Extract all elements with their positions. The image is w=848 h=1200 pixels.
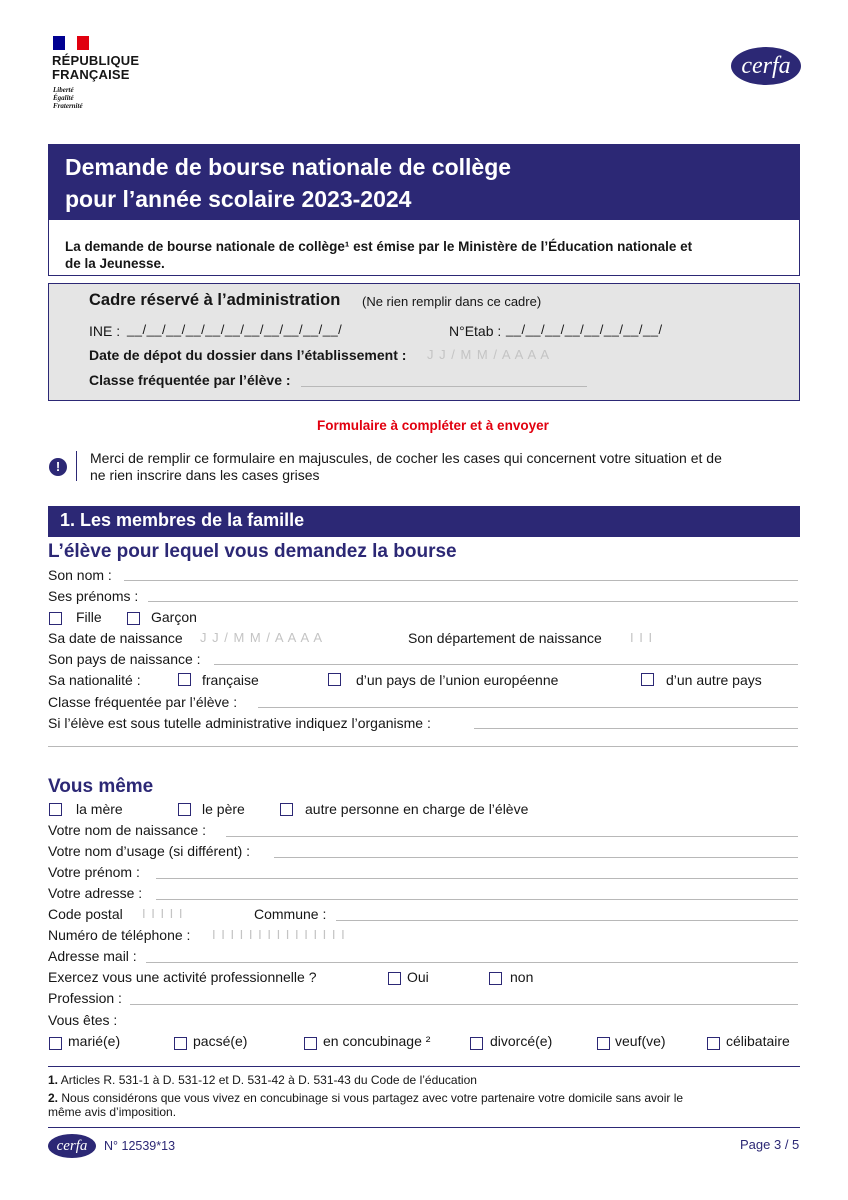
intro-text: La demande de bourse nationale de collège¹ est émise par le Ministère de l’Éducation nationale et de la Jeunesse. — [65, 239, 693, 271]
cerfa-number: N° 12539*13 — [104, 1139, 176, 1153]
activite-oui-checkbox[interactable] — [388, 972, 401, 985]
mere-label: la mère — [76, 801, 123, 817]
nom-naissance-field[interactable] — [226, 836, 798, 837]
netab-field: __/__/__/__/__/__/__/__/ — [506, 322, 663, 337]
tutelle-label: Si l’élève est sous tutelle administrative indiquez l’organisme : — [48, 715, 431, 731]
intro-box — [48, 220, 800, 276]
section-1-bar — [48, 506, 800, 537]
admin-box — [48, 283, 800, 401]
divorce-checkbox[interactable] — [470, 1037, 483, 1050]
concubinage-label: en concubinage ² — [323, 1033, 431, 1049]
mail-label: Adresse mail : — [48, 948, 137, 964]
classe-eleve-label: Classe fréquentée par l’élève : — [48, 694, 238, 710]
pacse-label: pacsé(e) — [193, 1033, 248, 1049]
divorce-label: divorcé(e) — [490, 1033, 553, 1049]
profession-field[interactable] — [130, 1004, 798, 1005]
telephone-label: Numéro de téléphone : — [48, 927, 191, 943]
tutelle-field[interactable] — [474, 728, 798, 729]
cerfa-footer-logo: cerfa — [48, 1134, 96, 1158]
pays-naissance-field[interactable] — [214, 664, 798, 665]
exclamation-icon: ! — [49, 458, 67, 476]
footnote-2: 2. Nous considérons que vous vivez en concubinage si vous partagez avec votre partenaire votre domicile sans avoir le même avis d’imposition. — [48, 1091, 684, 1119]
eleve-heading: L’élève pour lequel vous demandez la bourse — [48, 541, 457, 562]
pere-label: le père — [202, 801, 245, 817]
republique-motto: Liberté Égalité Fraternité — [53, 86, 83, 110]
depot-label: Date de dépot du dossier dans l’établissement : — [89, 347, 407, 363]
classe-eleve-field[interactable] — [258, 707, 798, 708]
commune-field[interactable] — [336, 920, 798, 921]
nationalite-autre-checkbox[interactable] — [641, 673, 654, 686]
fille-checkbox[interactable] — [49, 612, 62, 625]
activite-oui-label: Oui — [407, 969, 429, 985]
nationalite-francaise-checkbox[interactable] — [178, 673, 191, 686]
footnote-1: 1. Articles R. 531-1 à D. 531-12 et D. 531-42 à D. 531-43 du Code de l’éducation — [48, 1073, 477, 1087]
activite-label: Exercez vous une activité professionnelle ? — [48, 969, 317, 985]
eleve-prenoms-field[interactable] — [148, 601, 798, 602]
vous-heading: Vous même — [48, 776, 154, 797]
admin-heading: Cadre réservé à l’administration — [89, 291, 341, 309]
form-instruction-title: Formulaire à compléter et à envoyer — [317, 418, 549, 433]
nom-usage-field[interactable] — [274, 857, 798, 858]
code-postal-label: Code postal — [48, 906, 123, 922]
footer-divider — [48, 1127, 800, 1128]
celibataire-label: célibataire — [726, 1033, 790, 1049]
autre-personne-label: autre personne en charge de l’élève — [305, 801, 529, 817]
telephone-field[interactable]: I I I I I I I I I I I I I I I — [212, 927, 346, 942]
activite-non-label: non — [510, 969, 534, 985]
veuf-label: veuf(ve) — [615, 1033, 666, 1049]
classe-admin-line — [301, 386, 587, 387]
mail-field[interactable] — [146, 962, 798, 963]
profession-label: Profession : — [48, 990, 122, 1006]
netab-label: N°Etab : — [449, 323, 502, 339]
adresse-label: Votre adresse : — [48, 885, 143, 901]
prenom-field[interactable] — [156, 878, 798, 879]
admin-note: (Ne rien remplir dans ce cadre) — [362, 294, 542, 309]
title-banner — [48, 144, 800, 220]
celibataire-checkbox[interactable] — [707, 1037, 720, 1050]
nationalite-ue-checkbox[interactable] — [328, 673, 341, 686]
commune-label: Commune : — [254, 906, 327, 922]
nom-usage-label: Votre nom d’usage (si différent) : — [48, 843, 251, 859]
ine-label: INE : — [89, 323, 121, 339]
autre-personne-checkbox[interactable] — [280, 803, 293, 816]
eleve-nom-label: Son nom : — [48, 567, 112, 583]
concubinage-checkbox[interactable] — [304, 1037, 317, 1050]
fille-label: Fille — [76, 609, 102, 625]
eleve-prenoms-label: Ses prénoms : — [48, 588, 139, 604]
veuf-checkbox[interactable] — [597, 1037, 610, 1050]
title-line-2: pour l’année scolaire 2023-2024 — [65, 186, 412, 212]
pays-naissance-label: Son pays de naissance : — [48, 651, 201, 667]
nationalite-label: Sa nationalité : — [48, 672, 141, 688]
eleve-nom-field[interactable] — [124, 580, 798, 581]
classe-admin-label: Classe fréquentée par l’élève : — [89, 372, 291, 388]
pacse-checkbox[interactable] — [174, 1037, 187, 1050]
garcon-checkbox[interactable] — [127, 612, 140, 625]
mere-checkbox[interactable] — [49, 803, 62, 816]
footnote-divider — [48, 1066, 800, 1067]
cerfa-logo: cerfa — [731, 47, 801, 85]
pere-checkbox[interactable] — [178, 803, 191, 816]
date-naissance-field[interactable]: J J / M M / A A A A — [200, 630, 324, 645]
section-1-title: 1. Les membres de la famille — [60, 510, 305, 530]
nationalite-francaise-label: française — [202, 672, 259, 688]
republique-francaise-flag — [53, 36, 89, 50]
tutelle-field-line-2[interactable] — [48, 746, 798, 747]
date-naissance-label: Sa date de naissance — [48, 630, 183, 646]
departement-field[interactable]: I I I — [630, 630, 654, 645]
notice-divider — [76, 451, 77, 481]
nationalite-ue-label: d’un pays de l’union européenne — [356, 672, 559, 688]
vous-etes-label: Vous êtes : — [48, 1012, 118, 1028]
page-number: Page 3 / 5 — [740, 1137, 800, 1152]
ine-field: __/__/__/__/__/__/__/__/__/__/__/ — [127, 322, 343, 337]
republique-francaise-title: RÉPUBLIQUE FRANÇAISE — [52, 53, 140, 82]
departement-label: Son département de naissance — [408, 630, 602, 646]
activite-non-checkbox[interactable] — [489, 972, 502, 985]
marie-checkbox[interactable] — [49, 1037, 62, 1050]
garcon-label: Garçon — [151, 609, 197, 625]
notice-text: Merci de remplir ce formulaire en majuscules, de cocher les cases qui concernent votre situation et de ne rien inscrire dans les cases grises — [90, 450, 722, 483]
title-line-1: Demande de bourse nationale de collège — [65, 154, 512, 180]
code-postal-field[interactable]: I I I I I — [142, 906, 184, 921]
nom-naissance-label: Votre nom de naissance : — [48, 822, 206, 838]
depot-date-field: J J / M M / A A A A — [427, 347, 551, 362]
adresse-field[interactable] — [156, 899, 798, 900]
prenom-label: Votre prénom : — [48, 864, 140, 880]
nationalite-autre-label: d’un autre pays — [666, 672, 762, 688]
marie-label: marié(e) — [68, 1033, 121, 1049]
